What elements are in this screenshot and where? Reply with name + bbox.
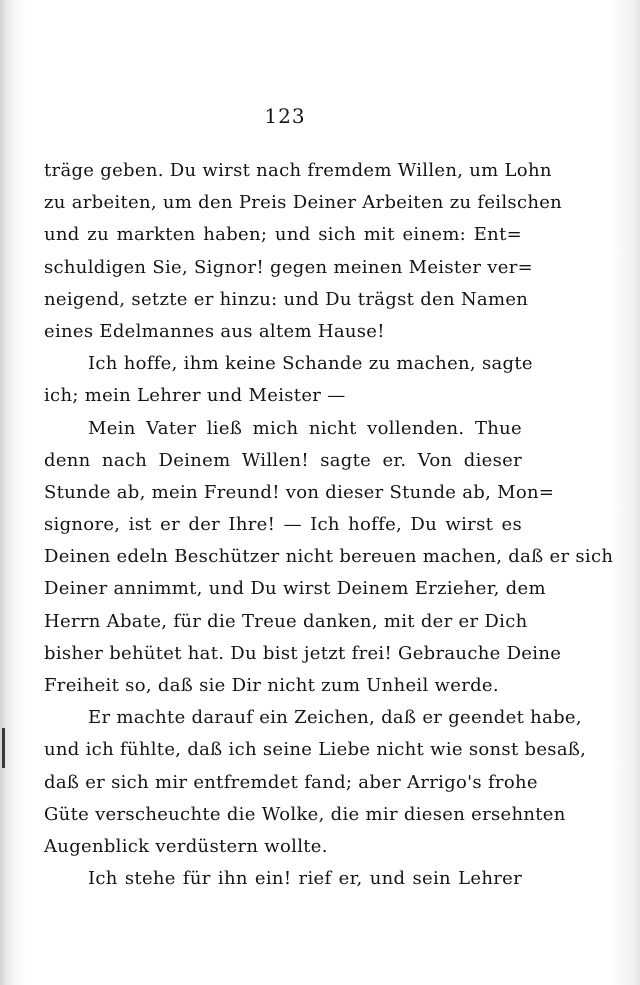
text-line: Er machte darauf ein Zeichen, daß er geendet habe, [88,707,582,729]
text-line: eines Edelmannes aus altem Hause! [44,320,385,342]
scan-margin-mark [2,728,5,768]
text-line: träge geben. Du wirst nach fremdem Willen, um Lohn [44,160,552,181]
text-line: daß er sich mir entfremdet fand; aber Arrigo's frohe [44,771,538,793]
text-line: Freiheit so, daß sie Dir nicht zum Unheil werde. [44,675,499,696]
text-line: denn nach Deinem Willen! sagte er. Von dieser [44,449,522,471]
text-line: signore, ist er der Ihre! — Ich hoffe, Du wirst es [44,514,522,536]
text-line: Ich hoffe, ihm keine Schande zu machen, sagte [88,353,533,375]
text-line: und ich fühlte, daß ich seine Liebe nicht wie sonst besaß, [44,739,587,761]
body-text [44,155,614,895]
text-line: Mein Vater ließ mich nicht vollenden. Thue [88,417,522,439]
page-number: 123 [264,104,306,128]
text-line: neigend, setzte er hinzu: und Du trägst den Namen [44,288,529,310]
text-line: Augenblick verdüstern wollte. [44,835,328,857]
text-line: Deinen edeln Beschützer nicht bereuen machen, daß er sich [44,546,614,568]
text-line: zu arbeiten, um den Preis Deiner Arbeiten zu feilschen [44,192,563,214]
text-line: Herrn Abate, für die Treue danken, mit der er Dich [44,610,528,632]
text-line: Güte verscheuchte die Wolke, die mir diesen ersehnten [44,803,566,825]
text-line: Deiner annimmt, und Du wirst Deinem Erzieher, dem [44,578,546,600]
text-line: Stunde ab, mein Freund! von dieser Stunde ab, Mon= [44,481,555,503]
text-line: Ich stehe für ihn ein! rief er, und sein Lehrer [88,868,522,890]
text-line: und zu markten haben; und sich mit einem: Ent= [44,224,522,246]
text-line: schuldigen Sie, Signor! gegen meinen Meister ver= [44,256,534,278]
text-line: ich; mein Lehrer und Meister — [44,385,346,407]
text-line: bisher behütet hat. Du bist jetzt frei! Gebrauche Deine [44,642,562,664]
